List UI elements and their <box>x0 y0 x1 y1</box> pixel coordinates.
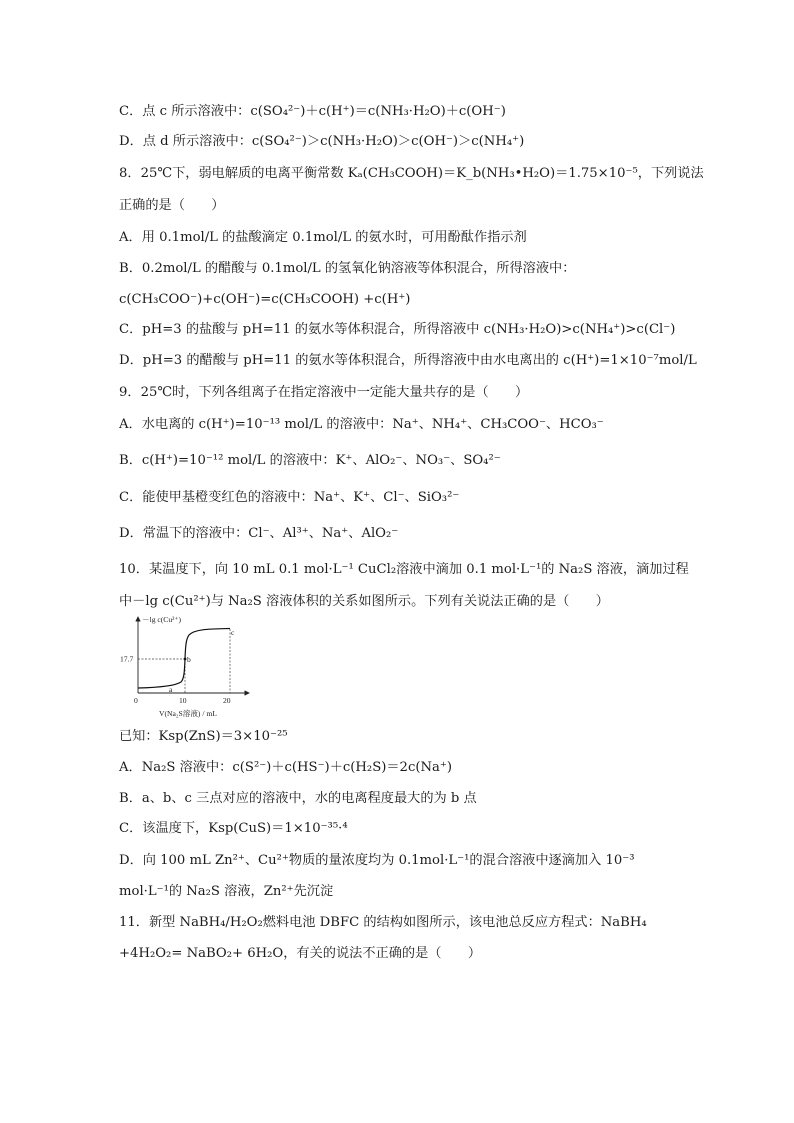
q9-option-b: B．c(H⁺)=10⁻¹² mol/L 的溶液中：K⁺、AlO₂⁻、NO₃⁻、SO₄²⁻ <box>119 453 501 468</box>
point-label-a: a <box>169 685 173 694</box>
q8-option-c: C．pH=3 的盐酸与 pH=11 的氨水等体积混合，所得溶液中 c(NH₃·H₂O)>c(NH₄⁺)>c(Cl⁻) <box>119 322 676 337</box>
point-label-c: c <box>231 628 235 637</box>
q10-stem-cont: 中－lg c(Cu²⁺)与 Na₂S 溶液体积的关系如图所示。下列有关说法正确的是（ ） <box>119 594 609 609</box>
point-b-marker <box>184 658 187 661</box>
point-label-b: b <box>187 655 191 664</box>
q10-option-d: D．向 100 mL Zn²⁺、Cu²⁺物质的量浓度均为 0.1mol·L⁻¹的混合溶液中逐滴加入 10⁻³ <box>119 853 635 868</box>
q10-option-a: A．Na₂S 溶液中：c(S²⁻)＋c(HS⁻)＋c(H₂S)＝2c(Na⁺) <box>119 760 452 775</box>
x-tick-10: 10 <box>179 696 187 705</box>
x-tick-0: 0 <box>134 696 138 705</box>
y-axis-label: －lg c(Cu²⁺) <box>142 615 181 624</box>
q8-option-b: B．0.2mol/L 的醋酸与 0.1mol/L 的氢氧化钠溶液等体积混合，所得溶液中： <box>119 261 576 276</box>
q11-stem: 11．新型 NaBH₄/H₂O₂燃料电池 DBFC 的结构如图所示，该电池总反应方程式：NaBH₄ <box>119 915 647 930</box>
q10-option-c: C．该温度下，Ksp(CuS)＝1×10⁻³⁵·⁴ <box>119 821 348 836</box>
titration-graph-svg <box>119 612 259 722</box>
q10-stem: 10．某温度下，向 10 mL 0.1 mol·L⁻¹ CuCl₂溶液中滴加 0.1 mol·L⁻¹的 Na₂S 溶液，滴加过程 <box>119 562 689 577</box>
known-ksp: 已知：Ksp(ZnS)＝3×10⁻²⁵ <box>119 729 288 744</box>
q9-option-d: D．常温下的溶液中：Cl⁻、Al³⁺、Na⁺、AlO₂⁻ <box>119 526 399 541</box>
q8-option-b-cont: c(CH₃COO⁻)+c(OH⁻)=c(CH₃COOH) +c(H⁺) <box>119 292 411 307</box>
x-tick-20: 20 <box>223 696 231 705</box>
q8-option-a: A．用 0.1mol/L 的盐酸滴定 0.1mol/L 的氨水时，可用酚酞作指示剂 <box>119 230 527 245</box>
line-7c: C．点 c 所示溶液中：c(SO₄²⁻)＋c(H⁺)＝c(NH₃·H₂O)＋c(OH⁻) <box>119 104 506 119</box>
q10-option-b: B．a、b、c 三点对应的溶液中，水的电离程度最大的为 b 点 <box>119 791 477 806</box>
q9-option-c: C．能使甲基橙变红色的溶液中：Na⁺、K⁺、Cl⁻、SiO₃²⁻ <box>119 490 460 505</box>
q11-stem-cont: +4H₂O₂= NaBO₂+ 6H₂O，有关的说法不正确的是（ ） <box>119 946 482 961</box>
q8-stem-cont: 正确的是（ ） <box>119 198 225 213</box>
q10-option-d-cont: mol·L⁻¹的 Na₂S 溶液，Zn²⁺先沉淀 <box>119 884 334 899</box>
line-7d: D．点 d 所示溶液中：c(SO₄²⁻)＞c(NH₃·H₂O)＞c(OH⁻)＞c(NH₄⁺) <box>119 134 525 149</box>
titration-graph <box>119 612 259 722</box>
x-axis-label: V(Na₂S溶液) / mL <box>159 709 217 718</box>
y-tick-17-7: 17.7 <box>120 654 134 664</box>
q8-stem: 8．25℃下，弱电解质的电离平衡常数 Kₐ(CH₃COOH)＝K_b(NH₃•H₂O)＝1.75×10⁻⁵，下列说法 <box>119 166 704 181</box>
q9-option-a: A．水电离的 c(H⁺)=10⁻¹³ mol/L 的溶液中：Na⁺、NH₄⁺、CH₃COO⁻、HCO₃⁻ <box>119 417 604 432</box>
q8-option-d: D．pH=3 的醋酸与 pH=11 的氨水等体积混合，所得溶液中由水电离出的 c(H⁺)=1×10⁻⁷mol/L <box>119 353 697 368</box>
q9-stem: 9．25℃时，下列各组离子在指定溶液中一定能大量共存的是（ ） <box>119 385 529 400</box>
